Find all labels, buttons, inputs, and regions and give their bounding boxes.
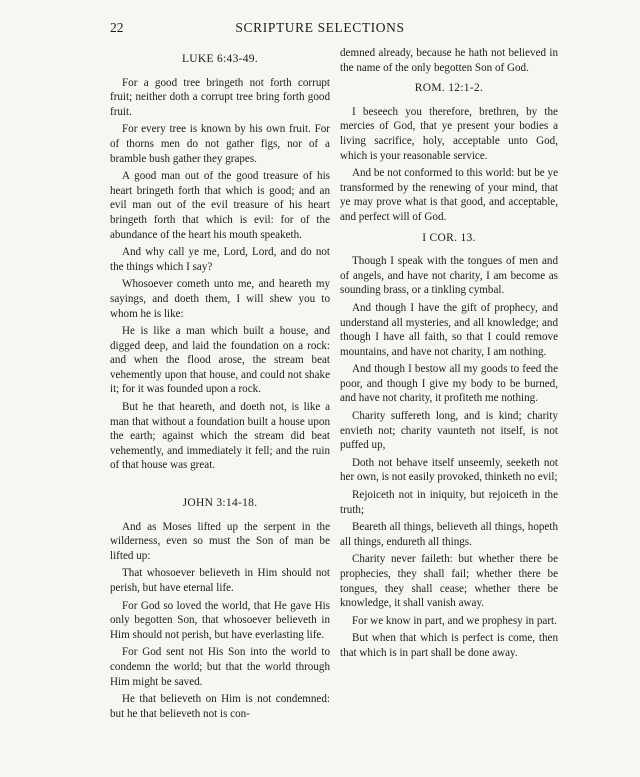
section-john bbox=[110, 496, 330, 721]
verse-paragraph: That whosoever believeth in Him should not perish, but have eternal life. bbox=[110, 567, 330, 594]
section-corinthians bbox=[340, 231, 558, 661]
section-heading: I COR. 13. bbox=[422, 231, 476, 244]
verse-paragraph: He that believeth on Him is not condemned: but he that believeth not is con- bbox=[110, 693, 330, 720]
verse-paragraph: And as Moses lifted up the serpent in the wilderness, even so must the Son of man be lifted up: bbox=[110, 520, 330, 562]
section-heading: ROM. 12:1-2. bbox=[414, 82, 484, 95]
running-title: SCRIPTURE SELECTIONS bbox=[235, 20, 405, 35]
verse-paragraph: Charity suffereth long, and is kind; charity envieth not; charity vaunteth not itself, is not puffed up, bbox=[340, 410, 558, 452]
verse-paragraph: For God so loved the world, that He gave His only begotten Son, that whosoever believeth in Him should not perish, but have everlasting life. bbox=[110, 599, 330, 641]
verse-paragraph: Doth not behave itself unseemly, seeketh not her own, is not easily provoked, thinketh no evil; bbox=[340, 456, 558, 484]
right-column bbox=[340, 46, 558, 664]
verse-paragraph: And why call ye me, Lord, Lord, and do not the things which I say? bbox=[110, 246, 330, 273]
verse-paragraph: And be not conformed to this world: but be ye transformed by the renewing of your mind, that ye may prove what is that good, and acceptable, and perfect will of God. bbox=[340, 167, 558, 223]
section-heading: LUKE 6:43-49. bbox=[181, 53, 259, 65]
verse-paragraph: He is like a man which built a house, and digged deep, and laid the foundation on a rock: and when the flood arose, the stream beat vehemently upon that house, and could not shake it; for it was founded upon a rock. bbox=[110, 325, 330, 396]
verse-paragraph: And though I have the gift of prophecy, and understand all mysteries, and all knowledge; and though I have all faith, so that I could remove mountains, and have not charity, I am nothing. bbox=[340, 301, 558, 358]
verse-paragraph: For God sent not His Son into the world to condemn the world; but that the world through Him might be saved. bbox=[110, 646, 330, 688]
left-column bbox=[110, 46, 330, 724]
continued-paragraph: demned already, because he hath not believed in the name of the only begotten Son of God. bbox=[340, 47, 558, 74]
section-heading: JOHN 3:14-18. bbox=[182, 497, 258, 510]
verse-paragraph: For every tree is known by his own fruit. For of thorns men do not gather figs, nor of a bramble bush gather they grapes. bbox=[110, 123, 330, 165]
verse-paragraph: Rejoiceth not in iniquity, but rejoiceth in the truth; bbox=[340, 489, 558, 516]
verse-paragraph: Charity never faileth: but whether there be prophecies, they shall fail; whether there be tongues, they shall cease; whether there be knowledge, it shall vanish away. bbox=[340, 553, 558, 610]
verse-paragraph: But he that heareth, and doeth not, is like a man that without a foundation built a house upon the earth; against which the stream did beat vehemently, and immediately it fell; and the ruin of that house was great. bbox=[110, 401, 330, 472]
verse-paragraph: Whosoever cometh unto me, and heareth my sayings, and doeth them, I will shew you to whom he is like: bbox=[110, 278, 330, 320]
verse-paragraph: But when that which is perfect is come, then that which is in part shall be done away. bbox=[340, 632, 558, 659]
verse-paragraph: I beseech you therefore, brethren, by the mercies of God, that ye present your bodies a living sacrifice, holy, acceptable unto God, which is your reasonable service. bbox=[340, 105, 558, 162]
verse-paragraph: And though I bestow all my goods to feed the poor, and though I give my body to be burned, and have not charity, it profiteth me nothing. bbox=[340, 363, 558, 405]
section-romans bbox=[340, 81, 558, 224]
page-number: 22 bbox=[110, 20, 124, 35]
section-luke bbox=[110, 52, 330, 473]
verse-paragraph: A good man out of the good treasure of his heart bringeth forth that which is good; and an evil man out of the evil treasure of his heart bringeth forth that which is evil: for of the abundance of the heart his mouth speaketh. bbox=[110, 170, 330, 241]
verse-paragraph: Beareth all things, believeth all things, hopeth all things, endureth all things. bbox=[340, 521, 558, 548]
verse-paragraph: For we know in part, and we prophesy in part. bbox=[352, 614, 557, 627]
verse-paragraph: For a good tree bringeth not forth corrupt fruit; neither doth a corrupt tree bring forth good fruit. bbox=[110, 76, 330, 118]
section-gap bbox=[110, 476, 330, 490]
verse-paragraph: Though I speak with the tongues of men and of angels, and have not charity, I am become as sounding brass, or a tinkling cymbal. bbox=[340, 255, 558, 297]
page-header bbox=[0, 20, 640, 40]
